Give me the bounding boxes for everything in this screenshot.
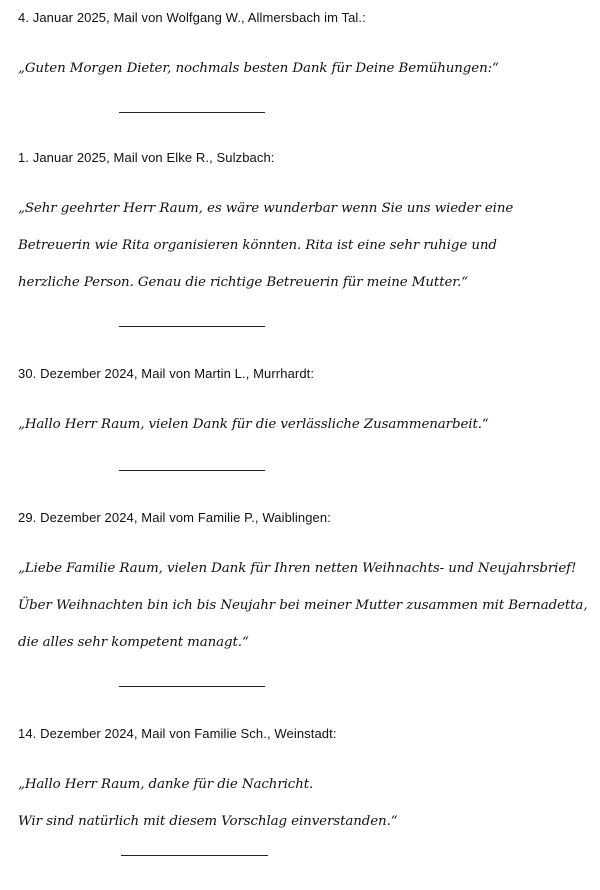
entry-quote <box>18 766 588 840</box>
entry-quote <box>18 190 588 301</box>
testimonial-entry <box>18 149 588 301</box>
entry-header: 4. Januar 2025, Mail von Wolfgang W., Allmersbach im Tal.: <box>18 10 366 25</box>
entry-quote <box>18 50 588 87</box>
separator-line <box>121 855 268 856</box>
separator-line <box>119 470 265 471</box>
entry-quote <box>18 406 588 443</box>
entry-header: 14. Dezember 2024, Mail von Familie Sch., Weinstadt: <box>18 726 337 741</box>
separator-line <box>119 326 265 327</box>
quote-line: „Hallo Herr Raum, vielen Dank für die verlässliche Zusammenarbeit.“ <box>18 417 489 432</box>
entry-quote <box>18 550 588 661</box>
quote-line: „Hallo Herr Raum, danke für die Nachricht. <box>18 777 314 792</box>
quote-line: „Guten Morgen Dieter, nochmals besten Dank für Deine Bemühungen:“ <box>18 61 499 76</box>
quote-line: die alles sehr kompetent managt.“ <box>18 635 249 650</box>
testimonial-entry <box>18 725 588 840</box>
quote-line: „Sehr geehrter Herr Raum, es wäre wunderbar wenn Sie uns wieder eine <box>18 201 514 216</box>
quote-line: „Liebe Familie Raum, vielen Dank für Ihren netten Weihnachts- und Neujahrsbrief! <box>18 561 577 576</box>
separator-line <box>119 686 265 687</box>
testimonial-entry <box>18 9 588 87</box>
quote-line: herzliche Person. Genau die richtige Betreuerin für meine Mutter.“ <box>18 275 469 290</box>
entry-header: 30. Dezember 2024, Mail von Martin L., Murrhardt: <box>18 366 315 381</box>
quote-line: Wir sind natürlich mit diesem Vorschlag einverstanden.“ <box>18 814 398 829</box>
entry-header: 29. Dezember 2024, Mail vom Familie P., Waiblingen: <box>18 510 331 525</box>
testimonial-entry <box>18 509 588 661</box>
entry-header: 1. Januar 2025, Mail von Elke R., Sulzbach: <box>18 150 275 165</box>
separator-line <box>119 112 265 113</box>
quote-line: Über Weihnachten bin ich bis Neujahr bei meiner Mutter zusammen mit Bernadetta, <box>18 598 588 613</box>
testimonial-entry <box>18 365 588 443</box>
quote-line: Betreuerin wie Rita organisieren könnten. Rita ist eine sehr ruhige und <box>18 238 497 253</box>
